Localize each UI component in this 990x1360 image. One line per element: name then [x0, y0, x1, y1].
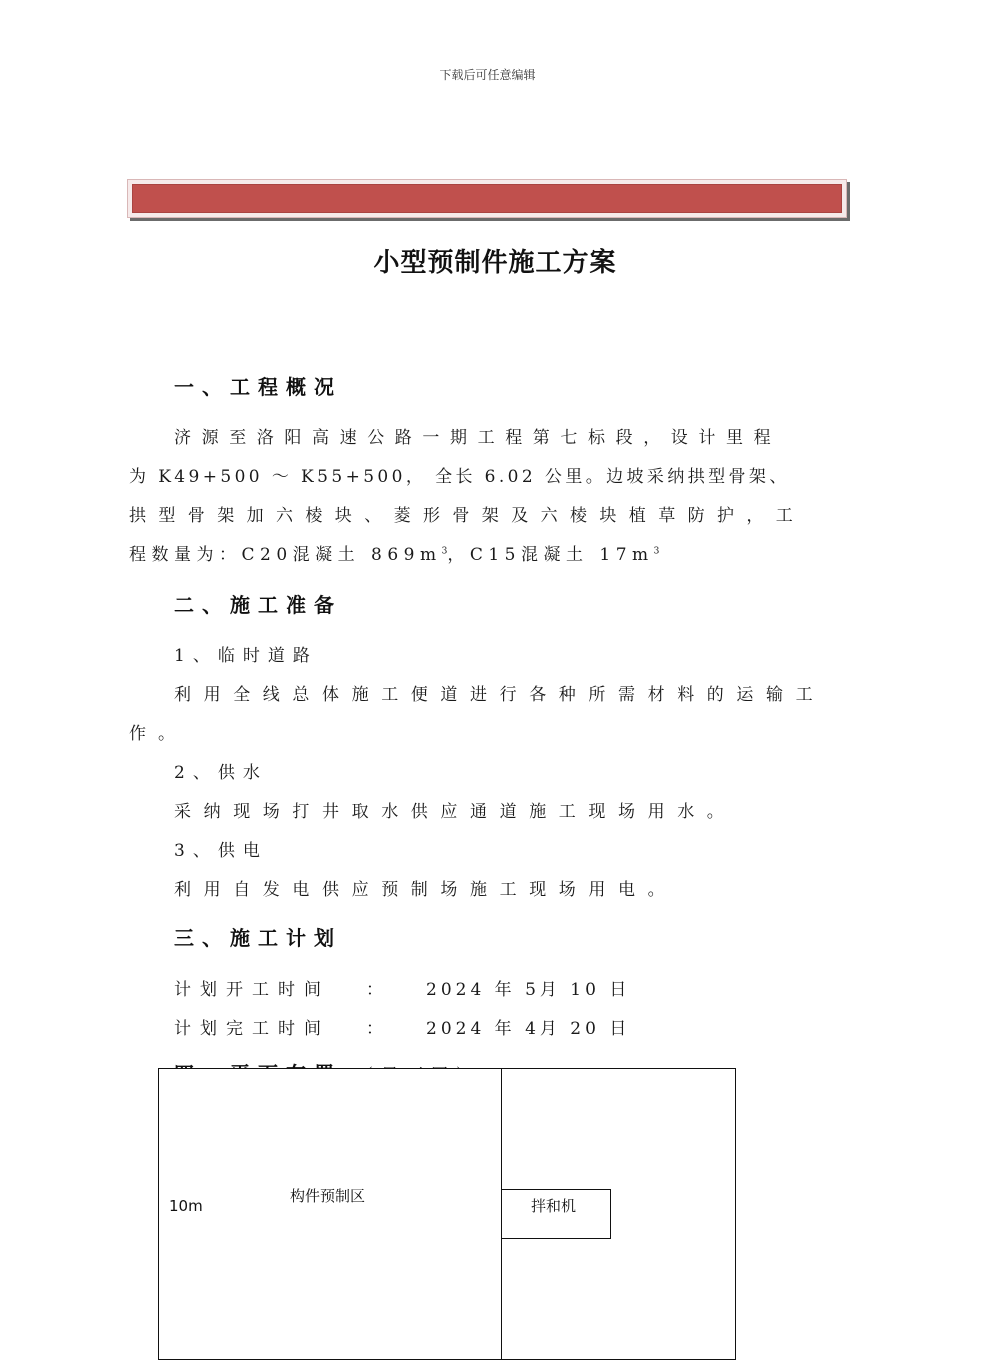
quantity-c15: ，C15混凝土 17m — [447, 545, 654, 565]
precast-zone-label: 构件预制区 — [290, 1187, 366, 1205]
title-banner — [127, 179, 847, 218]
site-layout-diagram — [158, 1068, 736, 1360]
superscript-3: 3 — [653, 546, 660, 557]
prep-item-power-text: 利用自发电供应预制场施工现场用电。 — [174, 880, 678, 900]
prep-item-water-title: 2、供水 — [174, 763, 268, 783]
mixer-zone-label: 拌和机 — [531, 1197, 577, 1215]
header-note: 下载后可任意编辑 — [439, 68, 536, 82]
quantity-c20: 程数量为：C20混凝土 869m — [129, 545, 442, 565]
start-date-value: 2024 年 5月 10 日 — [426, 980, 631, 1000]
superscript-3: 3 — [441, 546, 448, 557]
title-banner-bar — [132, 184, 842, 213]
end-date-label: 计划完工时间 — [174, 1019, 330, 1039]
start-date-colon: ： — [366, 980, 383, 1000]
section-heading-preparation: 二、施工准备 — [174, 593, 342, 617]
prep-item-road-title: 1、临时道路 — [174, 646, 318, 666]
end-date-value: 2024 年 4月 20 日 — [426, 1019, 631, 1039]
prep-item-road-text-1: 利用全线总体施工便道进行各种所需材料的运输工 — [174, 685, 826, 705]
prep-item-water-text: 采纳现场打井取水供应通道施工现场用水。 — [174, 802, 737, 822]
dimension-label: 10m — [169, 1197, 203, 1215]
document-title: 小型预制件施工方案 — [373, 248, 617, 278]
overview-paragraph-line-2: 为 K49+500 ～ K55+500， 全长 6.02 公里。边坡采纳拱型骨架、 — [129, 467, 790, 487]
section-heading-overview: 一、工程概况 — [174, 375, 342, 399]
prep-item-power-title: 3、供电 — [174, 841, 268, 861]
prep-item-road-text-2: 作。 — [129, 724, 187, 744]
end-date-colon: ： — [366, 1019, 383, 1039]
start-date-label: 计划开工时间 — [174, 980, 330, 1000]
overview-paragraph-line-3: 拱型骨架加六棱块、菱形骨架及六棱块植草防护，工 — [129, 506, 806, 526]
section-heading-schedule: 三、施工计划 — [174, 926, 342, 950]
overview-paragraph-line-1: 济源至洛阳高速公路一期工程第七标段，设计里程 — [174, 428, 782, 448]
overview-paragraph-line-4 — [129, 540, 659, 565]
